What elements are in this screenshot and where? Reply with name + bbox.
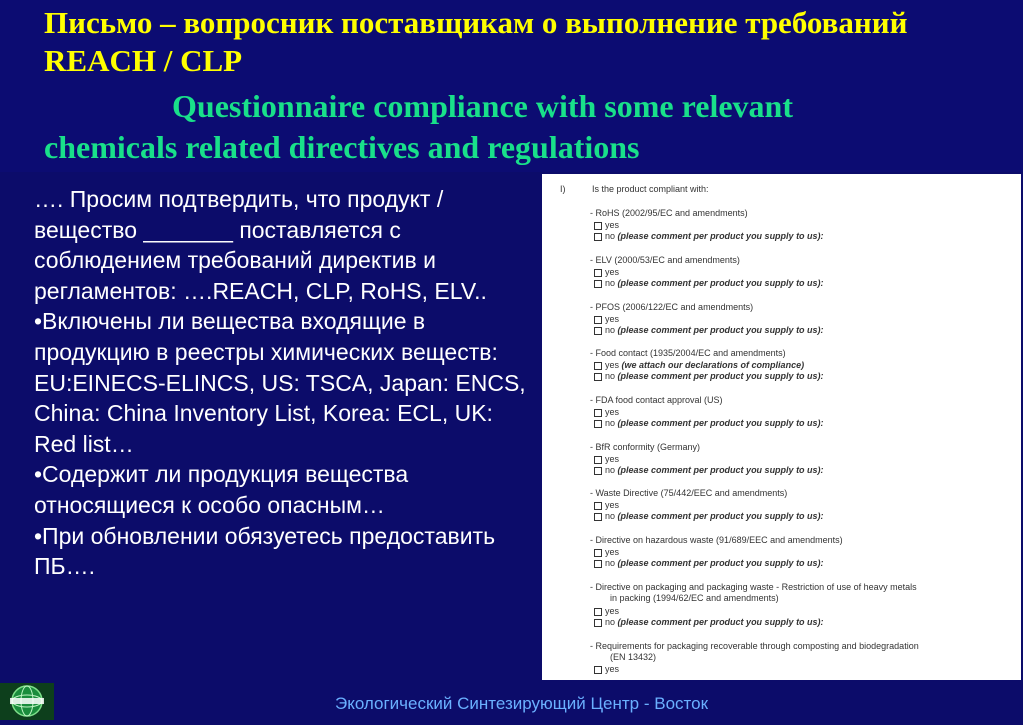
checkbox[interactable] bbox=[594, 362, 602, 370]
body-paragraph: •Содержит ли продукция вещества относящиеся к особо опасным… bbox=[34, 461, 409, 518]
item-label: - PFOS (2006/122/EC and amendments) bbox=[590, 302, 754, 312]
globe-logo-icon bbox=[0, 683, 54, 720]
checkbox[interactable] bbox=[594, 327, 602, 335]
no-option: no (please comment per product you supply to us): bbox=[594, 418, 824, 429]
yes-option: yes bbox=[594, 314, 619, 325]
no-option: no (please comment per product you supply to us): bbox=[594, 371, 824, 382]
item-label: - BfR conformity (Germany) bbox=[590, 442, 701, 452]
no-option: no (please comment per product you supply to us): bbox=[594, 465, 824, 476]
yes-option: yes bbox=[594, 547, 619, 558]
item-label: - RoHS (2002/95/EC and amendments) bbox=[590, 208, 748, 218]
checkbox[interactable] bbox=[594, 280, 602, 288]
no-option: no (please comment per product you supply to us): bbox=[594, 617, 824, 628]
item-label: - Directive on hazardous waste (91/689/EEC and amendments) bbox=[590, 535, 843, 545]
checkbox[interactable] bbox=[594, 549, 602, 557]
no-option: no (please comment per product you supply to us): bbox=[594, 278, 824, 289]
item-label-continued: in packing (1994/62/EC and amendments) bbox=[610, 593, 779, 603]
item-label: - Food contact (1935/2004/EC and amendments) bbox=[590, 348, 786, 358]
item-label-continued: (EN 13432) bbox=[610, 652, 657, 662]
checkbox[interactable] bbox=[594, 456, 602, 464]
checkbox[interactable] bbox=[594, 608, 602, 616]
checkbox[interactable] bbox=[594, 560, 602, 568]
body-paragraph: …. Просим подтвердить, что продукт / вещество _______ поставляется с соблюдением требований директив и регламентов: ….REACH, CLP, RoHS, ELV.. bbox=[34, 186, 487, 304]
no-option: no (please comment per product you supply to us): bbox=[594, 325, 824, 336]
checkbox[interactable] bbox=[594, 409, 602, 417]
yes-option: yes (we attach our declarations of compliance) bbox=[594, 360, 804, 371]
no-option: no (please comment per product you supply to us): bbox=[594, 231, 824, 242]
checkbox[interactable] bbox=[594, 666, 602, 674]
item-label: - Directive on packaging and packaging waste - Restriction of use of heavy metals bbox=[590, 582, 917, 592]
yes-option: yes bbox=[594, 407, 619, 418]
yes-option: yes bbox=[594, 500, 619, 511]
no-option: no (please comment per product you supply to us): bbox=[594, 558, 824, 569]
questionnaire-document bbox=[542, 174, 1021, 680]
checkbox[interactable] bbox=[594, 233, 602, 241]
item-label: - FDA food contact approval (US) bbox=[590, 395, 723, 405]
item-label: - Waste Directive (75/442/EEC and amendments) bbox=[590, 488, 788, 498]
checkbox[interactable] bbox=[594, 513, 602, 521]
checkbox[interactable] bbox=[594, 619, 602, 627]
yes-option: yes bbox=[594, 664, 619, 675]
footer-text: Экологический Синтезирующий Центр - Восток bbox=[334, 694, 709, 713]
checkbox[interactable] bbox=[594, 316, 602, 324]
slide-title bbox=[0, 0, 1023, 172]
item-label: - Requirements for packaging recoverable through composting and biodegradation bbox=[590, 641, 919, 651]
yes-option: yes bbox=[594, 220, 619, 231]
no-option: no (please comment per product you supply to us): bbox=[594, 511, 824, 522]
yes-option: yes bbox=[594, 606, 619, 617]
body-paragraph: •При обновлении обязуетесь предоставить ПБ…. bbox=[34, 522, 496, 580]
body-paragraph: •Включены ли вещества входящие в продукцию в реестры химических веществ: EU:EINECS-ELINCS, US: TSCA, Japan: ENCS, China: China Inventory List, Korea: ECL, UK: Red list… bbox=[34, 308, 526, 457]
question-text: Is the product compliant with: bbox=[592, 184, 709, 194]
title-english-line2: chemicals related directives and regulations bbox=[44, 129, 640, 165]
globe-logo-icon-graphic bbox=[0, 683, 54, 720]
checkbox[interactable] bbox=[594, 269, 602, 277]
checkbox[interactable] bbox=[594, 502, 602, 510]
item-label: - ELV (2000/53/EC and amendments) bbox=[590, 255, 740, 265]
yes-option: yes bbox=[594, 454, 619, 465]
checkbox[interactable] bbox=[594, 467, 602, 475]
checkbox[interactable] bbox=[594, 373, 602, 381]
checkbox[interactable] bbox=[594, 420, 602, 428]
title-russian: Письмо – вопросник поставщикам о выполнение требований REACH / CLP bbox=[44, 5, 908, 78]
body-text bbox=[34, 184, 534, 582]
footer-bar bbox=[0, 684, 1023, 720]
question-number: I) bbox=[560, 184, 566, 194]
title-english-line1: Questionnaire compliance with some relevant bbox=[172, 88, 793, 124]
checkbox[interactable] bbox=[594, 222, 602, 230]
yes-option: yes bbox=[594, 267, 619, 278]
